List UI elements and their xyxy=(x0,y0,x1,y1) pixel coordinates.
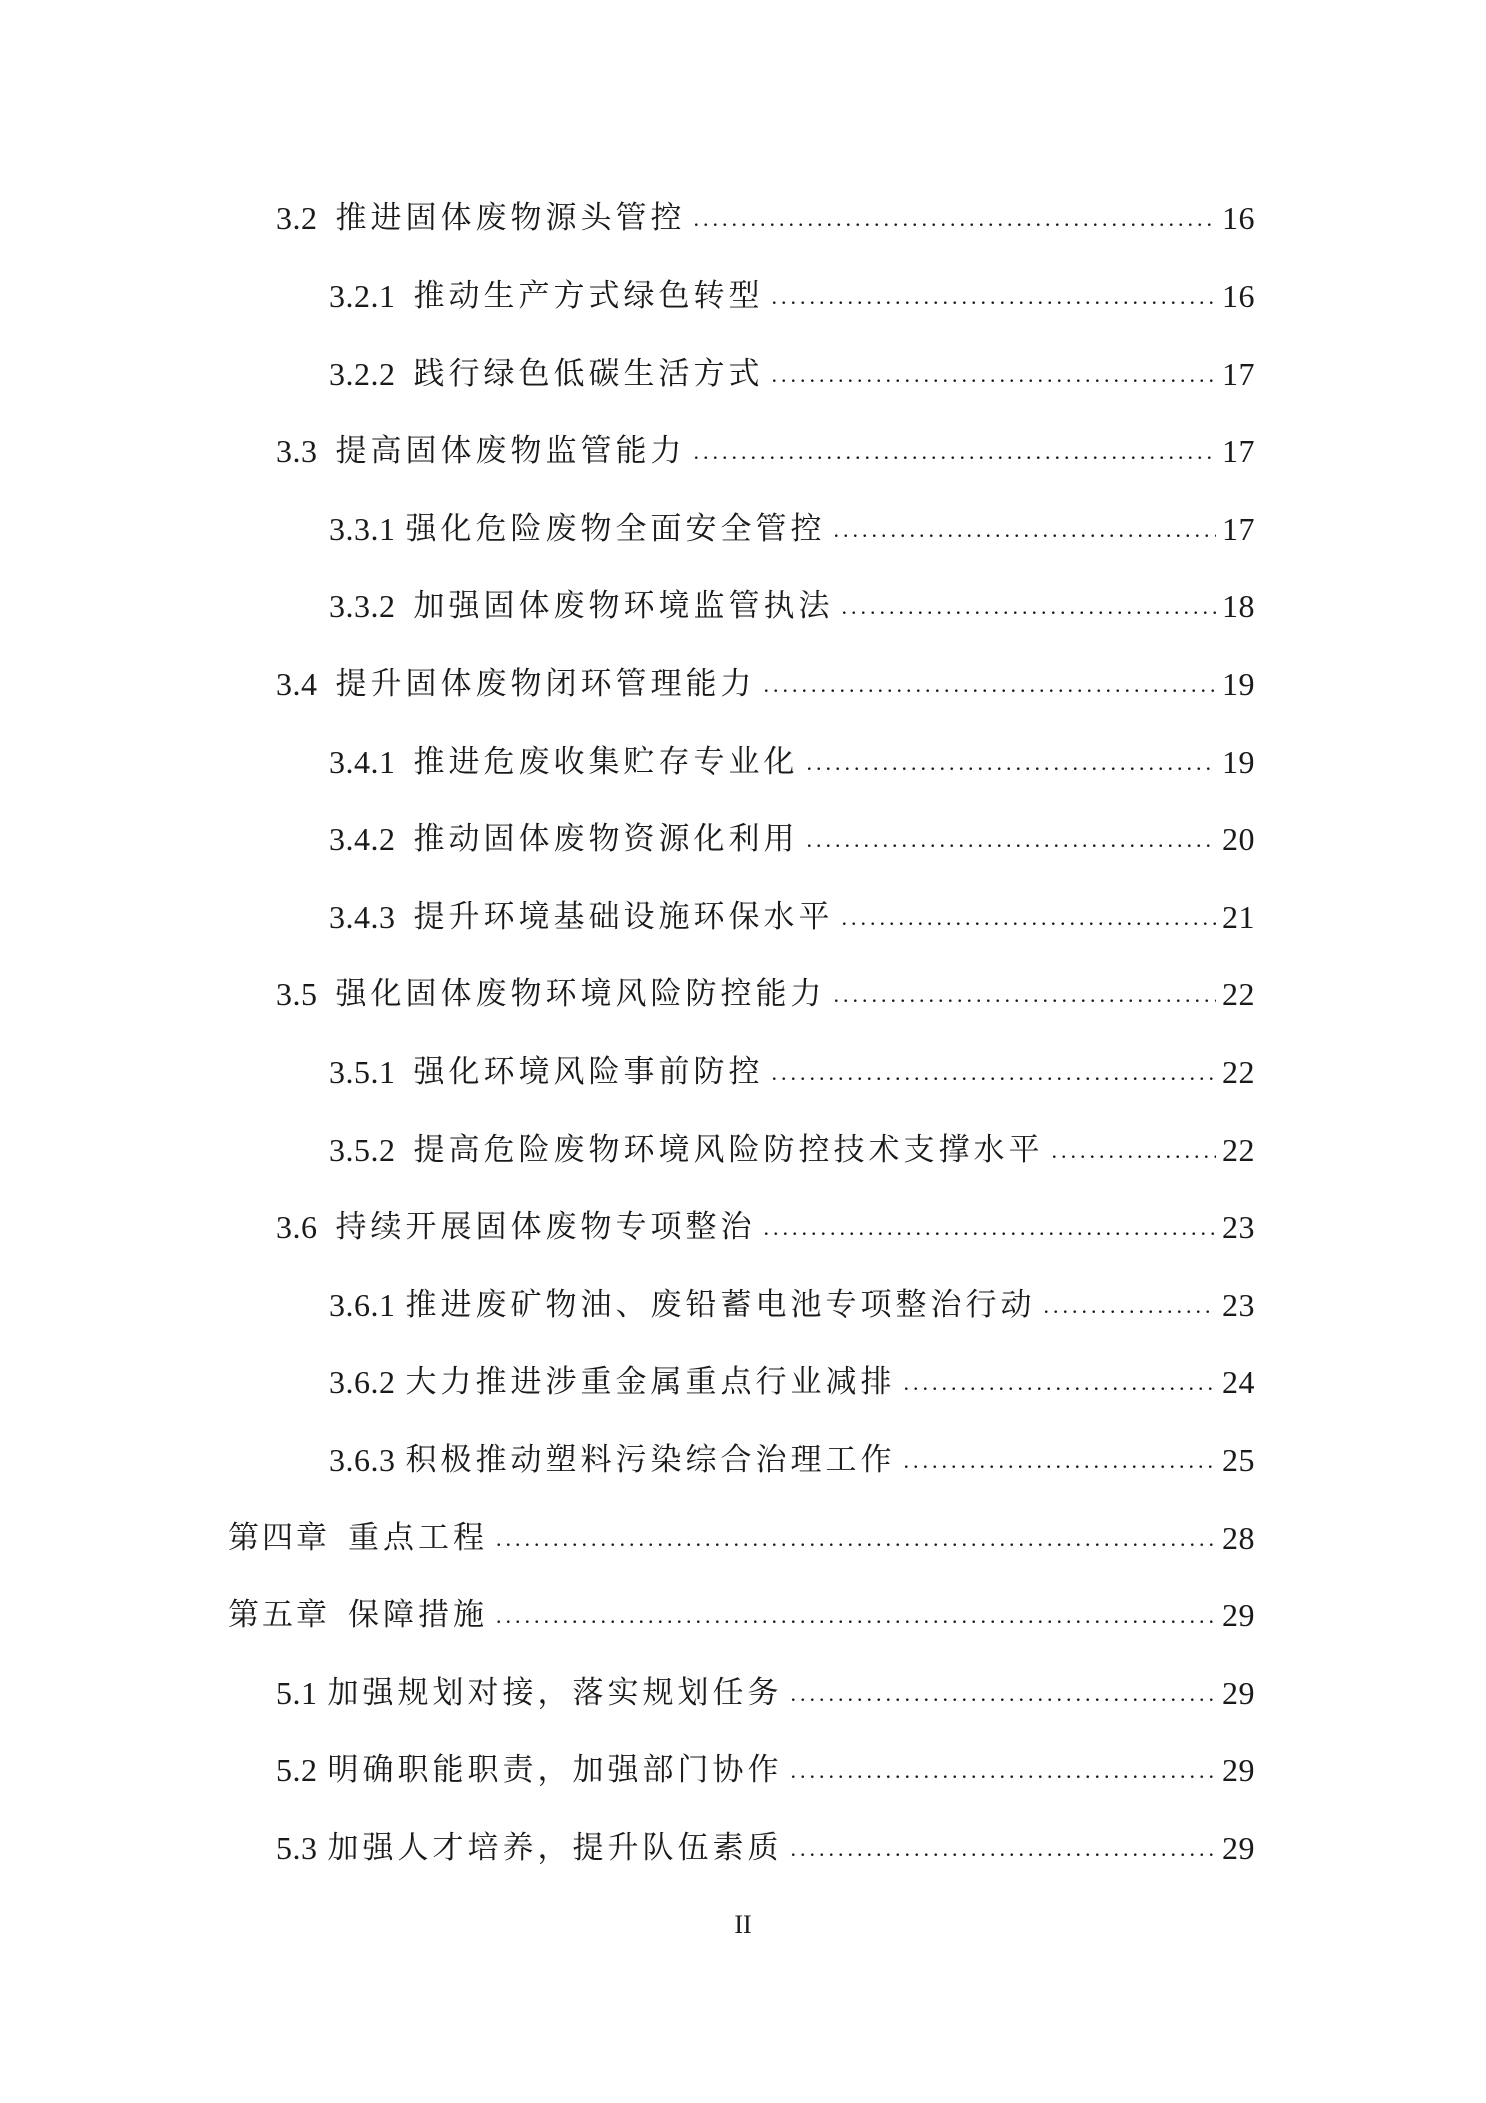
toc-page-number: 21 xyxy=(1222,899,1255,935)
dot-leader xyxy=(807,748,1217,782)
toc-number: 3.6 xyxy=(276,1209,318,1245)
toc-title: 大力推进涉重金属重点行业减排 xyxy=(405,1364,896,1400)
toc-number: 3.2.1 xyxy=(329,278,396,314)
toc-number: 3.4.3 xyxy=(329,899,396,935)
toc-title: 推进危废收集贮存专业化 xyxy=(413,744,799,780)
toc-page-number: 28 xyxy=(1222,1520,1255,1556)
toc-number: 3.5.2 xyxy=(329,1132,396,1168)
toc-number: 5.3 xyxy=(276,1830,318,1866)
dot-leader xyxy=(791,1756,1217,1790)
toc-title: 加强规划对接，落实规划任务 xyxy=(327,1675,783,1711)
toc-number: 第四章 xyxy=(228,1520,330,1556)
toc-title: 提升固体废物闭环管理能力 xyxy=(335,666,756,702)
toc-page-number: 29 xyxy=(1222,1752,1255,1788)
toc-number: 第五章 xyxy=(228,1597,330,1633)
dot-leader xyxy=(834,980,1217,1014)
toc-page-number: 16 xyxy=(1222,200,1255,236)
dot-leader xyxy=(694,204,1217,238)
toc-entry[interactable] xyxy=(329,1122,1255,1170)
dot-leader xyxy=(694,437,1217,471)
toc-title: 强化危险废物全面安全管控 xyxy=(405,511,826,547)
toc-page-number: 23 xyxy=(1222,1287,1255,1323)
toc-entry[interactable] xyxy=(276,1742,1255,1790)
toc-entry[interactable] xyxy=(276,966,1255,1014)
toc-page-number: 17 xyxy=(1222,433,1255,469)
toc-number: 3.4 xyxy=(276,666,318,702)
dot-leader xyxy=(772,360,1217,394)
toc-title: 加强固体废物环境监管执法 xyxy=(413,588,834,624)
toc-number: 3.4.1 xyxy=(329,744,396,780)
toc-page-number: 24 xyxy=(1222,1364,1255,1400)
toc-title: 提高危险废物环境风险防控技术支撑水平 xyxy=(413,1132,1044,1168)
toc-entry[interactable] xyxy=(329,578,1255,626)
toc-entry[interactable] xyxy=(276,190,1255,238)
dot-leader xyxy=(904,1446,1217,1480)
toc-title: 推进废矿物油、废铅蓄电池专项整治行动 xyxy=(405,1287,1036,1323)
toc-page-number: 17 xyxy=(1222,356,1255,392)
toc-entry[interactable] xyxy=(228,1510,1255,1558)
dot-leader xyxy=(764,1213,1217,1247)
dot-leader xyxy=(904,1368,1217,1402)
toc-entry[interactable] xyxy=(329,811,1255,859)
dot-leader xyxy=(842,592,1217,626)
toc-number: 3.3.1 xyxy=(329,511,396,547)
toc-title: 强化环境风险事前防控 xyxy=(413,1054,764,1090)
toc-entry[interactable] xyxy=(276,1820,1255,1868)
toc-page-number: 29 xyxy=(1222,1830,1255,1866)
toc-title: 推动生产方式绿色转型 xyxy=(413,278,764,314)
toc-number: 3.5 xyxy=(276,976,318,1012)
toc-number: 3.4.2 xyxy=(329,821,396,857)
toc-entry[interactable] xyxy=(329,501,1255,549)
toc-title: 践行绿色低碳生活方式 xyxy=(413,356,764,392)
toc-number: 3.2.2 xyxy=(329,356,396,392)
toc-page-number: 25 xyxy=(1222,1442,1255,1478)
dot-leader xyxy=(496,1524,1216,1558)
toc-entry[interactable] xyxy=(276,656,1255,704)
toc-title: 强化固体废物环境风险防控能力 xyxy=(335,976,826,1012)
toc-entry[interactable] xyxy=(276,1665,1255,1713)
toc-entry[interactable] xyxy=(276,1199,1255,1247)
toc-page-number: 18 xyxy=(1222,588,1255,624)
toc-page-number: 20 xyxy=(1222,821,1255,857)
dot-leader xyxy=(496,1601,1216,1635)
dot-leader xyxy=(1052,1136,1217,1170)
dot-leader xyxy=(807,825,1217,859)
dot-leader xyxy=(772,1058,1217,1092)
toc-title: 持续开展固体废物专项整治 xyxy=(335,1209,756,1245)
toc-title: 重点工程 xyxy=(348,1520,488,1556)
page-footer-number: II xyxy=(734,1910,752,1939)
dot-leader xyxy=(842,903,1217,937)
dot-leader xyxy=(772,282,1217,316)
toc-page-number: 29 xyxy=(1222,1675,1255,1711)
toc-page-number: 23 xyxy=(1222,1209,1255,1245)
toc-title: 推进固体废物源头管控 xyxy=(335,200,686,236)
toc-entry[interactable] xyxy=(329,1044,1255,1092)
toc-page-number: 16 xyxy=(1222,278,1255,314)
dot-leader xyxy=(1044,1291,1217,1325)
toc-title: 加强人才培养，提升队伍素质 xyxy=(327,1830,783,1866)
toc-page-number: 22 xyxy=(1222,1054,1255,1090)
toc-entry[interactable] xyxy=(329,1432,1255,1480)
toc-number: 3.6.3 xyxy=(329,1442,396,1478)
toc-title: 保障措施 xyxy=(348,1597,488,1633)
toc-page-number: 17 xyxy=(1222,511,1255,547)
toc-number: 5.1 xyxy=(276,1675,318,1711)
toc-entry[interactable] xyxy=(329,1277,1255,1325)
toc-number: 3.3 xyxy=(276,433,318,469)
toc-entry[interactable] xyxy=(329,268,1255,316)
toc-number: 3.6.2 xyxy=(329,1364,396,1400)
toc-number: 3.2 xyxy=(276,200,318,236)
toc-entry[interactable] xyxy=(329,734,1255,782)
toc-number: 3.5.1 xyxy=(329,1054,396,1090)
toc-title: 提升环境基础设施环保水平 xyxy=(413,899,834,935)
toc-entry[interactable] xyxy=(329,346,1255,394)
toc-entry[interactable] xyxy=(329,889,1255,937)
toc-entry[interactable] xyxy=(228,1587,1255,1635)
dot-leader xyxy=(791,1834,1217,1868)
toc-number: 3.6.1 xyxy=(329,1287,396,1323)
toc-title: 积极推动塑料污染综合治理工作 xyxy=(405,1442,896,1478)
toc-page-number: 22 xyxy=(1222,976,1255,1012)
dot-leader xyxy=(834,515,1217,549)
toc-page-number: 19 xyxy=(1222,666,1255,702)
toc-entry[interactable] xyxy=(276,423,1255,471)
toc-number: 5.2 xyxy=(276,1752,318,1788)
dot-leader xyxy=(791,1679,1217,1713)
toc-number: 3.3.2 xyxy=(329,588,396,624)
toc-title: 推动固体废物资源化利用 xyxy=(413,821,799,857)
toc-title: 明确职能职责，加强部门协作 xyxy=(327,1752,783,1788)
toc-entry[interactable] xyxy=(329,1354,1255,1402)
toc-page-number: 19 xyxy=(1222,744,1255,780)
dot-leader xyxy=(764,670,1217,704)
toc-page-number: 22 xyxy=(1222,1132,1255,1168)
toc-title: 提高固体废物监管能力 xyxy=(335,433,686,469)
toc-page-number: 29 xyxy=(1222,1597,1255,1633)
